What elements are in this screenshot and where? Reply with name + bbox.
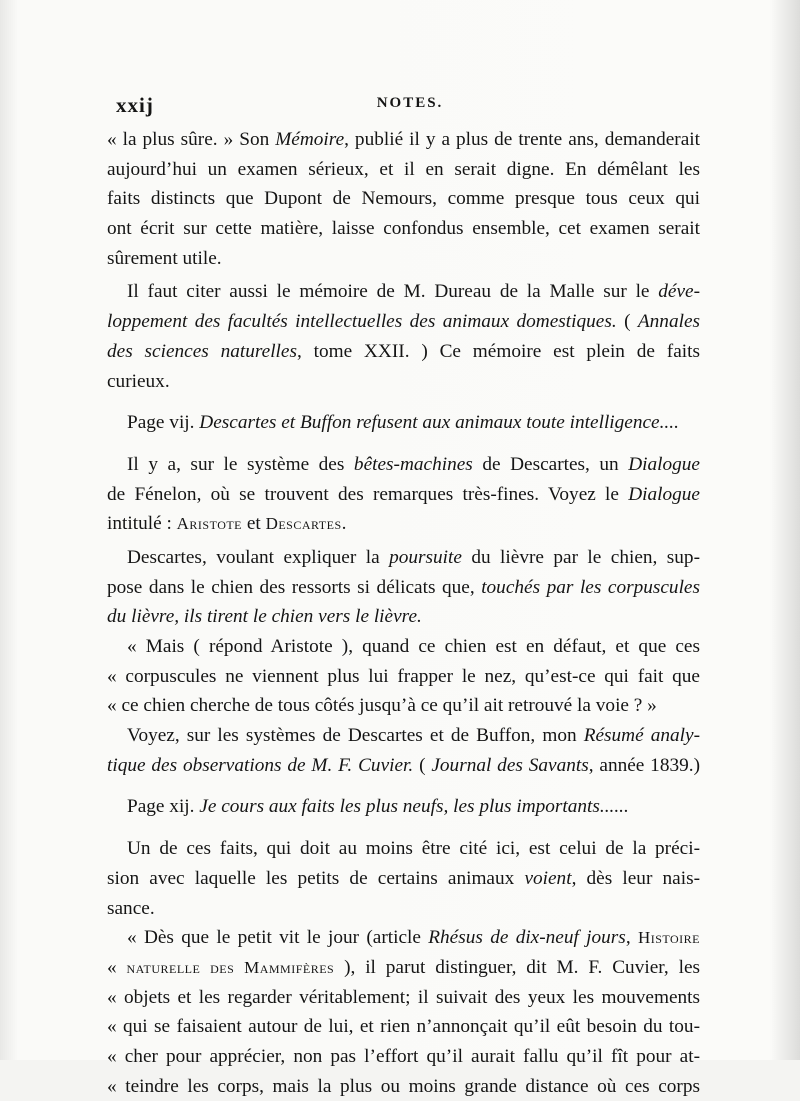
quote-line: « qui se faisaient autour de lui, et rien n’annonçait qu’il eût besoin du tou- <box>107 1016 700 1038</box>
note-heading: Page xij. Je cours aux faits les plus neufs, les plus importants...... <box>127 796 629 818</box>
text-line: intitulé : Aristote et Descartes. <box>107 513 347 535</box>
note-heading: Page vij. Descartes et Buffon refusent aux animaux toute intelligence.... <box>127 412 679 434</box>
text-line: des sciences naturelles, tome XXII. ) Ce mémoire est plein de faits <box>107 340 700 362</box>
text-line: de Fénelon, où se trouvent des remarques très-fines. Voyez le Dialogue <box>107 483 700 505</box>
text-line: « la plus sûre. » Son Mémoire, publié il y a plus de trente ans, demanderait <box>107 129 700 150</box>
quote-line: « corpuscules ne viennent plus lui frapper le nez, qu’est-ce qui fait que <box>107 665 700 687</box>
quote-line: « cher pour apprécier, non pas l’effort qu’il aurait fallu qu’il fît pour at- <box>107 1045 700 1067</box>
text-line: sance. <box>107 897 155 919</box>
page-number: xxij <box>116 93 154 117</box>
page-header <box>116 93 704 123</box>
text-line: Un de ces faits, qui doit au moins être cité ici, est celui de la préci- <box>127 838 700 860</box>
running-head: NOTES. <box>376 95 444 111</box>
text-line: sion avec laquelle les petits de certains animaux voient, dès leur nais- <box>107 867 700 889</box>
text-line: sûrement utile. <box>107 247 222 269</box>
text-line: ont écrit sur cette matière, laisse confondus ensemble, cet examen serait <box>107 218 700 240</box>
text-line: tique des observations de M. F. Cuvier. ( Journal des Savants, année 1839.) <box>107 754 700 776</box>
quote-line: « Mais ( répond Aristote ), quand ce chien est en défaut, et que ces <box>127 636 700 657</box>
quote-line: « objets et les regarder véritablement; il suivait des yeux les mouvements <box>107 986 700 1008</box>
text-line: pose dans le chien des ressorts si délicats que, touchés par les corpuscules <box>107 576 700 598</box>
quote-line: « ce chien cherche de tous côtés jusqu’à ce qu’il ait retrouvé la voie ? » <box>107 695 657 717</box>
text-line: loppement des facultés intellectuelles des animaux domestiques. ( Annales <box>107 311 701 333</box>
text-line: Il faut citer aussi le mémoire de M. Dureau de la Malle sur le déve- <box>127 281 700 303</box>
text-line: faits distincts que Dupont de Nemours, comme presque tous ceux qui <box>107 188 700 210</box>
text-line: Voyez, sur les systèmes de Descartes et de Buffon, mon Résumé analy- <box>127 725 701 747</box>
text-line: du lièvre, ils tirent le chien vers le lièvre. <box>107 606 422 628</box>
text-line: Descartes, voulant expliquer la poursuite du lièvre par le chien, sup- <box>127 546 700 568</box>
text-line: curieux. <box>107 370 170 392</box>
body-text <box>107 125 700 1101</box>
quote-line: « naturelle des Mammifères ), il parut distinguer, dit M. F. Cuvier, les <box>107 956 701 978</box>
quote-line: « teindre les corps, mais la plus ou moins grande distance où ces corps <box>107 1075 700 1097</box>
text-line: Il y a, sur le système des bêtes-machines de Descartes, un Dialogue <box>127 453 700 475</box>
quote-line: « Dès que le petit vit le jour (article Rhésus de dix-neuf jours, Histoire <box>127 927 700 949</box>
text-line: aujourd’hui un examen sérieux, et il en serait digne. En démêlant les <box>107 158 700 180</box>
